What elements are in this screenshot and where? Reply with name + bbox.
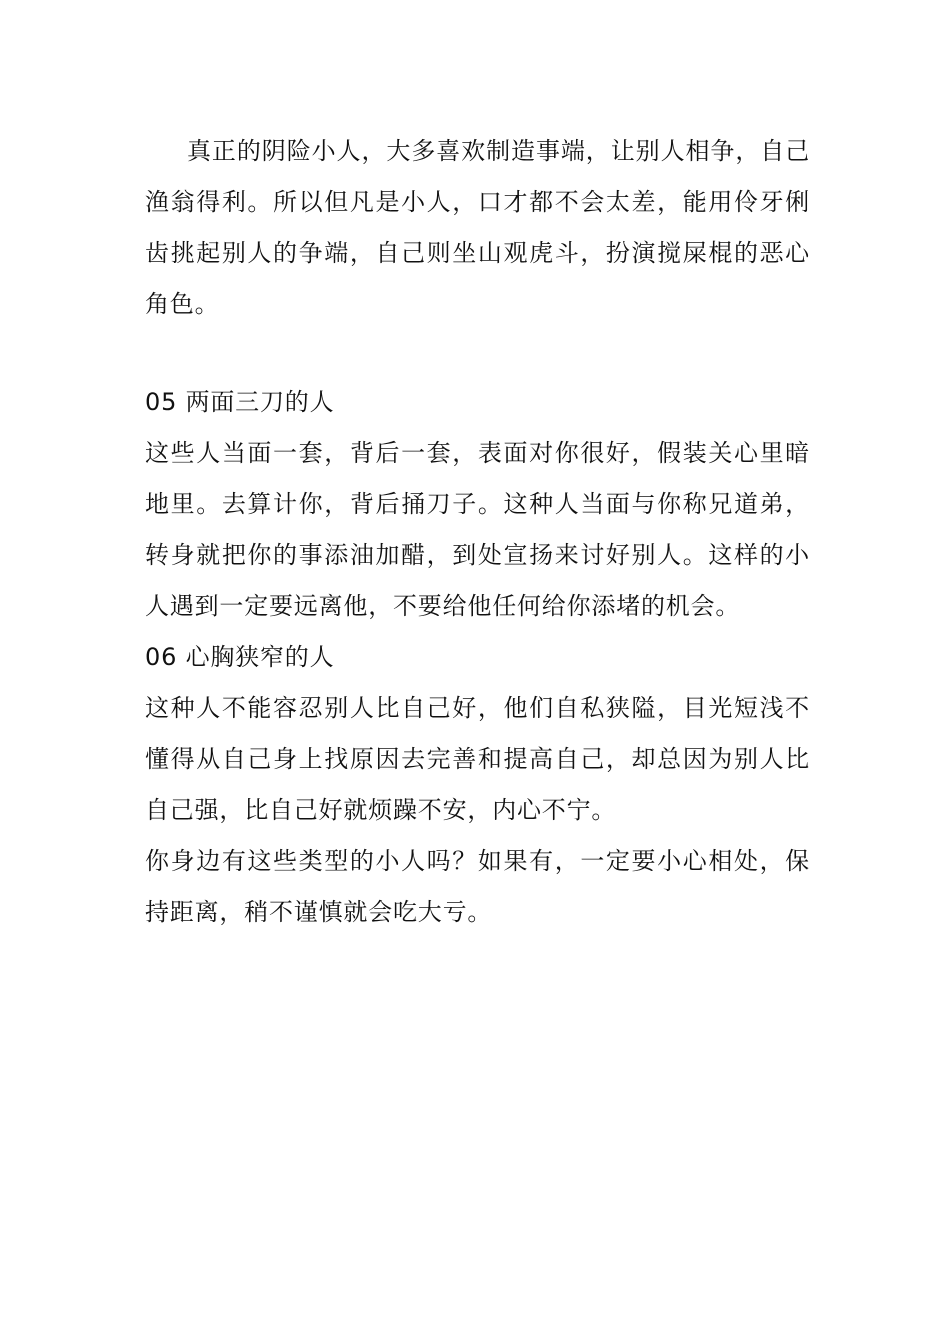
paragraph-spacer [145, 330, 810, 377]
section-body-06: 这种人不能容忍别人比自己好，他们自私狭隘，目光短浅不懂得从自己身上找原因去完善和提高自己，却总因为别人比自己强，比自己好就烦躁不安，内心不宁。 [145, 694, 810, 824]
intro-paragraph: 真正的阴险小人，大多喜欢制造事端，让别人相争，自己渔翁得利。所以但凡是小人，口才都不会太差，能用伶牙俐齿挑起别人的争端，自己则坐山观虎斗，扮演搅屎棍的恶心角色。 [145, 137, 810, 318]
section-heading-06: 06 心胸狭窄的人 [145, 643, 335, 671]
document-body [145, 126, 810, 938]
section-body-05: 这些人当面一套，背后一套，表面对你很好，假装关心里暗地里。去算计你，背后捅刀子。这种人当面与你称兄道弟，转身就把你的事添油加醋，到处宣扬来讨好别人。这样的小人遇到一定要远离他，不要给他任何给你添堵的机会。 [145, 439, 810, 620]
closing-paragraph: 你身边有这些类型的小人吗？如果有，一定要小心相处，保持距离，稍不谨慎就会吃大亏。 [145, 847, 810, 926]
section-heading-05: 05 两面三刀的人 [145, 388, 335, 416]
